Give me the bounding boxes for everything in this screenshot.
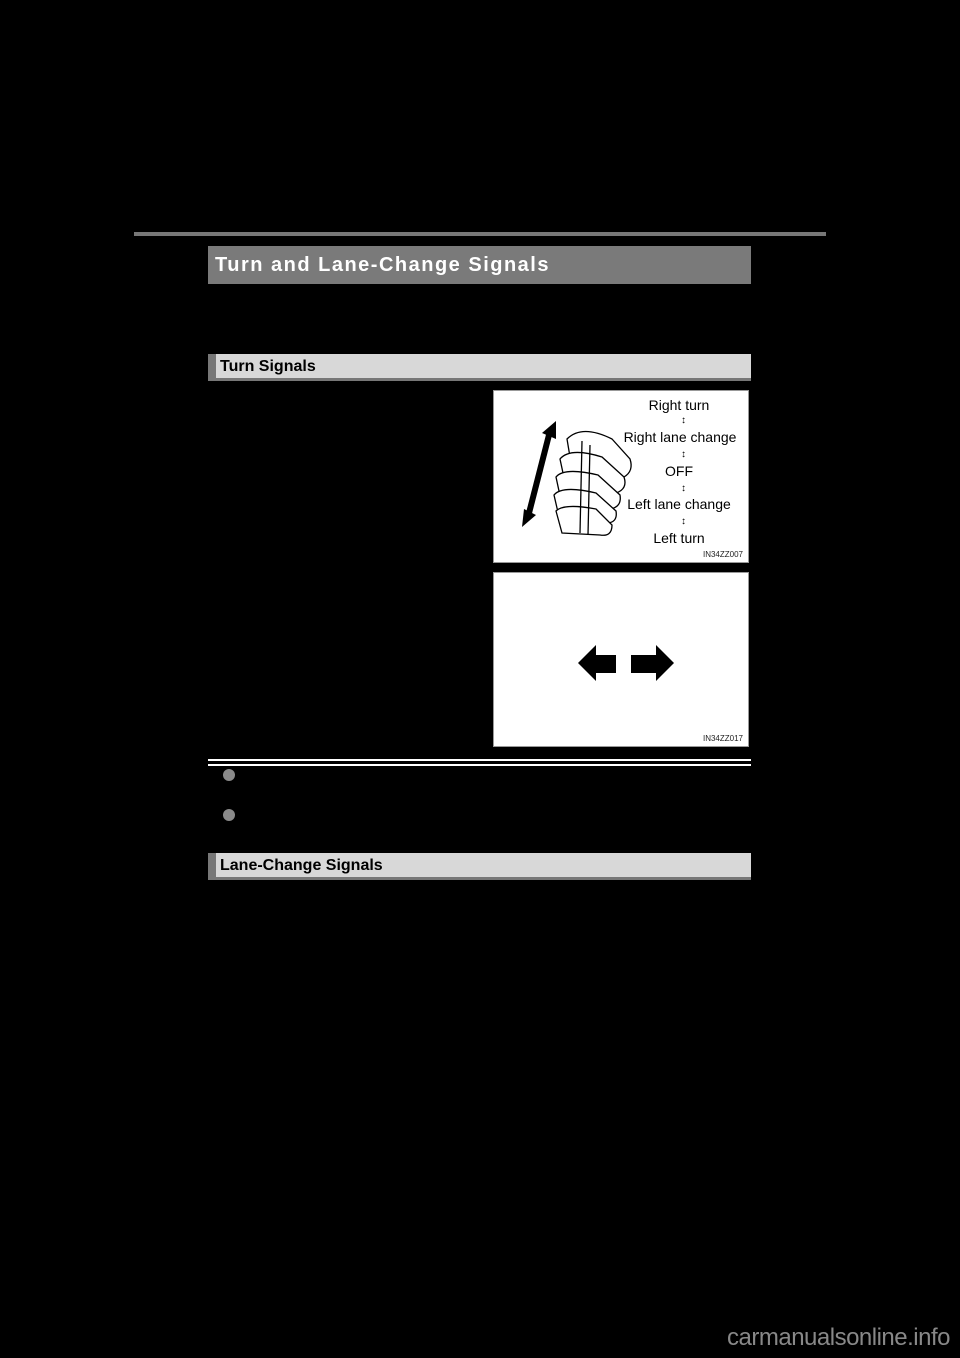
separator-icon: ↕ — [681, 449, 686, 460]
lever-figure — [493, 390, 749, 563]
double-arrow-icon — [522, 421, 556, 527]
label-left-turn: Left turn — [653, 530, 705, 546]
indicator-figure — [493, 572, 749, 747]
label-right-turn: Right turn — [648, 397, 710, 413]
section-heading-lane-change-signals: Lane-Change Signals — [208, 853, 751, 880]
page-title: Turn and Lane-Change Signals — [208, 246, 751, 284]
right-arrow-icon — [631, 645, 674, 681]
bullet-icon — [223, 769, 235, 781]
top-rule — [134, 232, 826, 236]
lever-hand-icon — [554, 432, 631, 536]
watermark: carmanualsonline.info — [727, 1324, 950, 1351]
separator-icon: ↕ — [681, 415, 686, 426]
figure-code: IN34ZZ017 — [702, 734, 743, 743]
separator-icon: ↕ — [681, 483, 686, 494]
label-left-lane-change: Left lane change — [627, 496, 731, 512]
left-arrow-icon — [578, 645, 616, 681]
bullet-icon — [223, 809, 235, 821]
label-off: OFF — [665, 463, 693, 479]
label-right-lane-change: Right lane change — [623, 429, 737, 445]
section-heading-turn-signals: Turn Signals — [208, 354, 751, 381]
double-rule-divider — [208, 759, 751, 766]
figure-code: IN34ZZ007 — [702, 550, 743, 559]
separator-icon: ↕ — [681, 516, 686, 527]
